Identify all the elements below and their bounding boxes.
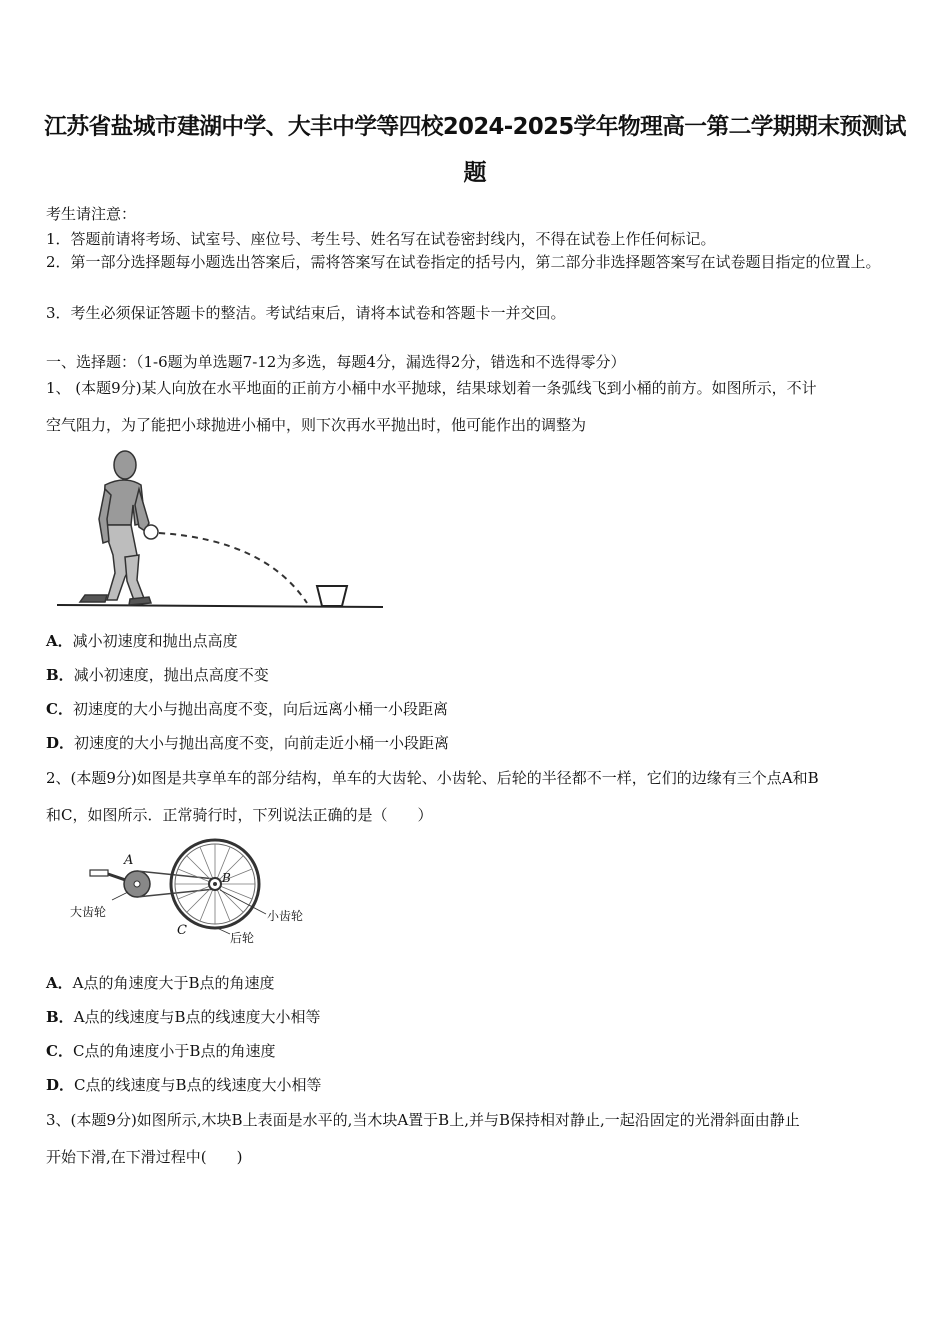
question-1-text: 1、 (本题9分)某人向放在水平地面的正前方小桶中水平抛球，结果球划着一条弧线飞到小桶的前方。如图所示，不计 xyxy=(46,379,817,397)
section-heading: 一、选择题：（1-6题为单选题7-12为多选，每题4分，漏选得2分，错选和不选得零分） xyxy=(46,353,626,371)
label-c: C xyxy=(177,923,187,938)
question-3-text-continued: 开始下滑,在下滑过程中( ) xyxy=(46,1148,243,1166)
question-1-option-b[interactable]: B．减小初速度，抛出点高度不变 xyxy=(46,666,269,684)
page-title-continued: 题 xyxy=(463,160,487,186)
label-small-gear: 小齿轮 xyxy=(267,909,304,923)
question-2-text-continued: 和C，如图所示．正常骑行时，下列说法正确的是（ ） xyxy=(46,806,433,824)
question-2-figure xyxy=(62,834,322,952)
question-1-figure xyxy=(55,445,385,613)
question-2-text: 2、(本题9分)如图是共享单车的部分结构，单车的大齿轮、小齿轮、后轮的半径都不一样，它们的边缘有三个点A和B xyxy=(46,769,819,787)
question-1-option-a[interactable]: A．减小初速度和抛出点高度 xyxy=(46,632,238,650)
notice-item-3: 3．考生必须保证答题卡的整洁。考试结束后，请将本试卷和答题卡一并交回。 xyxy=(46,304,566,322)
question-2-option-a[interactable]: A．A点的角速度大于B点的角速度 xyxy=(46,974,275,992)
notice-item-1: 1．答题前请将考场、试室号、座位号、考生号、姓名写在试卷密封线内，不得在试卷上作任何标记。 xyxy=(46,230,716,248)
ball-trajectory xyxy=(159,533,307,603)
label-big-gear: 大齿轮 xyxy=(70,905,107,919)
pedal xyxy=(90,870,108,876)
question-1-text-continued: 空气阻力，为了能把小球抛进小桶中，则下次再水平抛出时，他可能作出的调整为 xyxy=(46,416,587,434)
question-3-text: 3、(本题9分)如图所示,木块B上表面是水平的,当木块A置于B上,并与B保持相对静止,一起沿固定的光滑斜面由静止 xyxy=(46,1111,800,1129)
question-2-option-b[interactable]: B．A点的线速度与B点的线速度大小相等 xyxy=(46,1008,321,1026)
label-rear-wheel: 后轮 xyxy=(230,931,255,945)
person-figure xyxy=(80,451,151,605)
bucket xyxy=(317,586,347,606)
ball xyxy=(144,525,158,539)
notice-heading: 考生请注意： xyxy=(46,205,137,223)
notice-item-2: 2．第一部分选择题每小题选出答案后，需将答案写在试卷指定的括号内，第二部分非选择题答案写在试卷题目指定的位置上。 xyxy=(46,253,881,271)
label-b: B xyxy=(222,871,231,885)
question-1-option-c[interactable]: C．初速度的大小与抛出高度不变，向后远离小桶一小段距离 xyxy=(46,700,448,718)
question-1-option-d[interactable]: D．初速度的大小与抛出高度不变，向前走近小桶一小段距离 xyxy=(46,734,450,752)
question-2-option-c[interactable]: C．C点的角速度小于B点的角速度 xyxy=(46,1042,276,1060)
label-a: A xyxy=(124,853,134,868)
page-title: 江苏省盐城市建湖中学、大丰中学等四校2024-2025学年物理高一第二学期期末预测试 xyxy=(44,114,906,140)
question-2-option-d[interactable]: D．C点的线速度与B点的线速度大小相等 xyxy=(46,1076,322,1094)
